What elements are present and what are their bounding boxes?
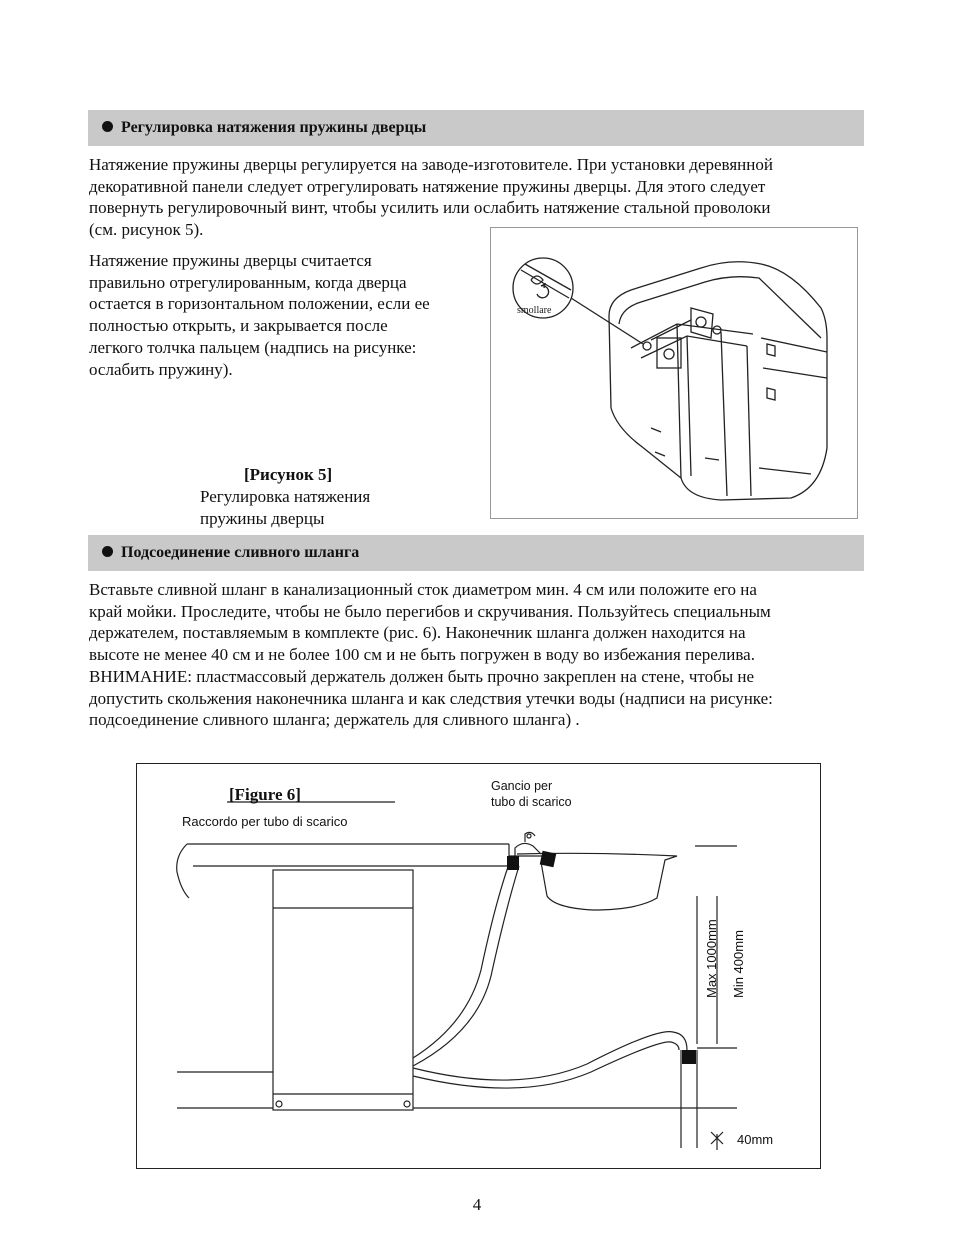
section-heading-hose: [88, 535, 864, 571]
figure6-title: [Figure 6]: [229, 785, 301, 804]
text-line: легкого толчка пальцем (надпись на рисунке:: [89, 337, 417, 357]
text-line: (см. рисунок 5).: [89, 220, 204, 240]
text-line: край мойки. Проследите, чтобы не было перегибов и скручивания. Пользуйтесь специальным: [89, 601, 771, 621]
text-line: декоративной панели следует отрегулировать натяжение пружины дверцы. Для этого следует: [89, 176, 766, 196]
text-line: остается в горизонтальном положении, если ее: [89, 294, 430, 314]
drain-hose-drawing: [137, 764, 820, 1168]
section-heading-spring: [88, 110, 864, 146]
text-line: ослабить пружину).: [89, 359, 233, 379]
text-line: подсоединение сливного шланга; держатель для сливного шланга) .: [89, 710, 580, 730]
figure5-title: [Рисунок 5]: [244, 465, 333, 484]
text-line: допустить скольжения наконечника шланга и как следствия утечки воды (надписи на рисунке:: [89, 688, 773, 708]
hook-label-line2: tubo di scarico: [491, 795, 572, 809]
diameter-label: 40mm: [737, 1132, 774, 1147]
figure5-label: smollare: [517, 305, 552, 316]
text-line: держателем, поставляемым в комплекте (рис. 6). Наконечник шланга должен находится на: [89, 623, 746, 643]
hose-paragraph: [89, 579, 773, 731]
figure6-illustration: [136, 763, 821, 1169]
text-line: Вставьте сливной шланг в канализационный сток диаметром мин. 4 см или положите его на: [89, 580, 757, 599]
spring-paragraph-2: [89, 250, 430, 380]
hose-label: Raccordo per tubo di scarico: [182, 814, 348, 829]
text-line: высоте не менее 40 см и не более 100 см и не быть погружен в воду во избежания перелива.: [89, 645, 755, 665]
bullet-icon: [102, 121, 113, 132]
section-heading-text: Регулировка натяжения пружины дверцы: [121, 119, 427, 136]
caption-line: пружины дверцы: [200, 509, 325, 528]
page-number: 4: [472, 1195, 482, 1214]
caption-line: Регулировка натяжения: [200, 487, 371, 506]
figure5-illustration: [490, 227, 858, 519]
max-dimension-label: Max 1000mm: [704, 919, 719, 998]
text-line: полностью открыть, и закрывается после: [89, 316, 388, 336]
section-heading-text: Подсоединение сливного шланга: [121, 544, 360, 561]
bullet-icon: [102, 546, 113, 557]
text-line: Натяжение пружины дверцы считается: [89, 251, 372, 270]
door-spring-drawing: [491, 228, 857, 518]
text-line: Натяжение пружины дверцы регулируется на заводе-изготовителе. При установки деревянной: [89, 155, 773, 174]
text-line: ВНИМАНИЕ: пластмассовый держатель должен быть прочно закреплен на стене, чтобы не: [89, 666, 755, 686]
min-dimension-label: Min 400mm: [731, 930, 746, 998]
hook-label-line1: Gancio per: [491, 779, 553, 793]
text-line: повернуть регулировочный винт, чтобы усилить или ослабить натяжение стальной проволоки: [89, 198, 771, 218]
text-line: правильно отрегулированным, когда дверца: [89, 272, 407, 292]
figure5-caption: [200, 486, 370, 530]
